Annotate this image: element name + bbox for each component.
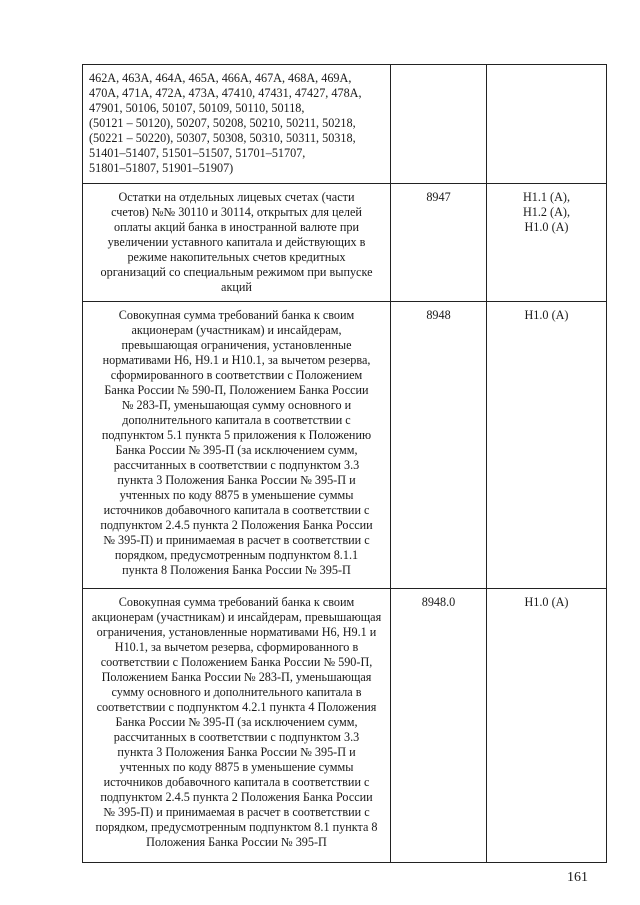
description-cell <box>83 65 391 184</box>
table-row <box>83 589 607 863</box>
table-row <box>83 302 607 589</box>
row-ratios: Н1.0 (А) <box>524 595 569 609</box>
ratios-cell <box>487 589 607 863</box>
code-cell <box>391 184 487 302</box>
ratios-cell <box>487 184 607 302</box>
code-cell <box>391 589 487 863</box>
description-cell <box>83 184 391 302</box>
row-code: 8948 <box>426 308 451 322</box>
table-row <box>83 184 607 302</box>
account-codes-table <box>82 64 607 863</box>
table-row <box>83 65 607 184</box>
row-description: Совокупная сумма требований банка к своим акционерам (участникам) и инсайдерам, превышающая ограничения, установленные нормативами Н6, Н9.1 и Н10.1, за вычетом резерва, сформированного в соответствии с Положением Банка России № 590-П, Положением Банка России № 283-П, уменьшающая сумму основного и дополнительного капитала в соответствии с подпунктом 5.1 пункта 5 приложения к Положению Банка России № 395-П (за исключением сумм, рассчитанных в соответствии с подпунктом 3.3 пункта 3 Положения Банка России № 395-П и учтенных по коду 8875 в уменьшение суммы источников добавочного капитала в соответствии с подпунктом 2.4.5 пункта 2 Положения Банка России № 395-П) и принимаемая в расчет в соответствии с порядком, предусмотренным подпунктом 8.1.1 пункта 8 Положения Банка России № 395-П <box>100 308 373 577</box>
row-description: 462А, 463А, 464А, 465А, 466А, 467А, 468А, 469А, 470А, 471А, 472А, 473А, 47410, 47431, 47427, 478А, 47901, 50106, 50107, 50109, 50110, 50118, (50121 – 50120), 50207, 50208, 50210, 50211, 50218, (50221 – 50220), 50307, 50308, 50310, 50311, 50318, 51401–51407, 51501–51507, 51701–51707, 51801–51807, 51901–51907) <box>89 71 362 175</box>
ratios-cell <box>487 65 607 184</box>
row-ratios: Н1.1 (А), Н1.2 (А), Н1.0 (А) <box>522 190 571 234</box>
code-cell <box>391 65 487 184</box>
row-ratios <box>487 65 606 71</box>
row-description: Совокупная сумма требований банка к своим акционерам (участникам) и инсайдерам, превышающая ограничения, установленные нормативами Н6, Н9.1 и Н10.1, за вычетом резерва, сформированного в соответствии с Положением Банка России № 590-П, Положением Банка России № 283-П, уменьшающая сумму основного и дополнительного капитала в соответствии с подпунктом 4.2.1 пункта 4 Положения Банка России № 395-П (за исключением сумм, рассчитанных в соответствии с подпунктом 3.3 пункта 3 Положения Банка России № 395-П и учтенных по коду 8875 в уменьшение суммы источников добавочного капитала в соответствии с подпунктом 2.4.5 пункта 2 Положения Банка России № 395-П) и принимаемая в расчет в соответствии с порядком, предусмотренным подпунктом 8.1 пункта 8 Положения Банка России № 395-П <box>91 595 382 849</box>
description-cell <box>83 589 391 863</box>
row-code: 8948.0 <box>421 595 456 609</box>
row-ratios: Н1.0 (А) <box>524 308 569 322</box>
description-cell <box>83 302 391 589</box>
row-code: 8947 <box>426 190 451 204</box>
code-cell <box>391 302 487 589</box>
row-description: Остатки на отдельных лицевых счетах (части счетов) №№ 30110 и 30114, открытых для целей оплаты акций банка в иностранной валюте при увеличении уставного капитала и действующих в режиме накопительных счетов кредитных организаций со специальным режимом при выпуске акций <box>100 190 373 294</box>
page-number: 161 <box>567 870 588 885</box>
ratios-cell <box>487 302 607 589</box>
row-code <box>391 65 486 71</box>
